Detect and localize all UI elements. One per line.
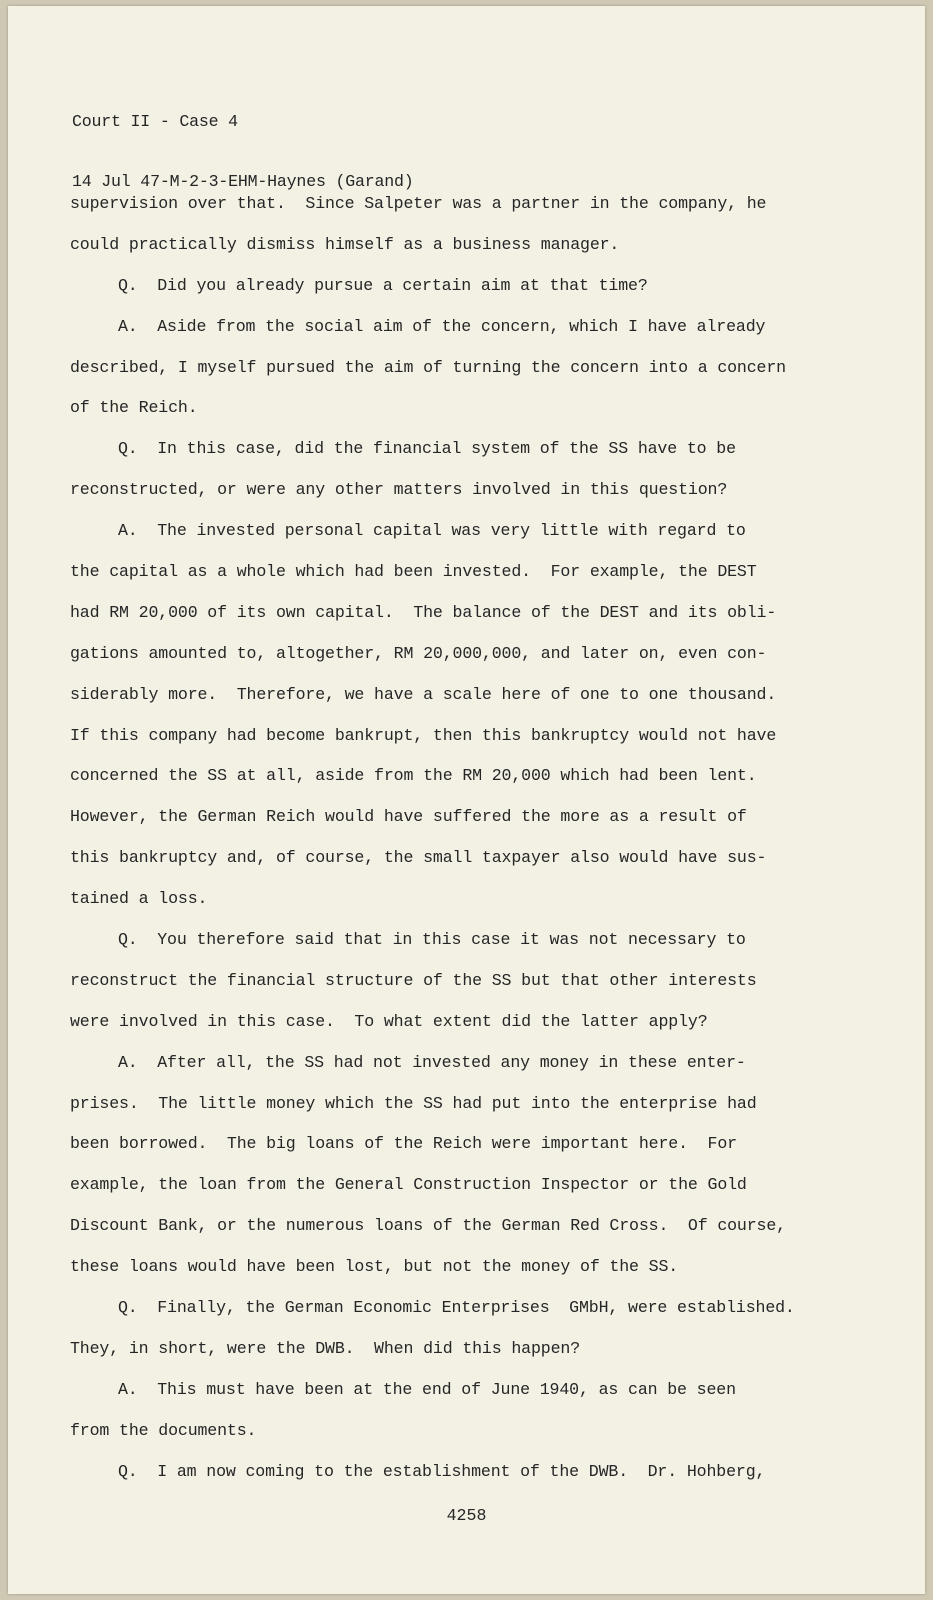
- page-number: 4258: [446, 1506, 487, 1525]
- answer-line: A. Aside from the social aim of the concern, which I have already: [118, 316, 766, 336]
- text-line: example, the loan from the General Construction Inspector or the Gold: [70, 1175, 747, 1195]
- text-line: gations amounted to, altogether, RM 20,000,000, and later on, even con-: [70, 643, 767, 663]
- text-line: prises. The little money which the SS had put into the enterprise had: [70, 1093, 757, 1113]
- text-line: concerned the SS at all, aside from the RM 20,000 which had been lent.: [70, 766, 757, 786]
- question-line: Q. In this case, did the financial system of the SS have to be: [118, 439, 736, 459]
- text-line: They, in short, were the DWB. When did this happen?: [70, 1338, 581, 1358]
- text-line: of the Reich.: [70, 398, 198, 418]
- answer-line: A. This must have been at the end of June 1940, as can be seen: [118, 1379, 736, 1399]
- text-line: described, I myself pursued the aim of turning the concern into a concern: [70, 357, 786, 377]
- text-line: these loans would have been lost, but not the money of the SS.: [70, 1257, 679, 1277]
- text-line: tained a loss.: [70, 889, 208, 909]
- text-line: from the documents.: [70, 1420, 257, 1440]
- text-line: Discount Bank, or the numerous loans of the German Red Cross. Of course,: [70, 1216, 786, 1236]
- text-line: However, the German Reich would have suffered the more as a result of: [70, 807, 747, 827]
- text-line: If this company had become bankrupt, then this bankruptcy would not have: [70, 725, 777, 745]
- question-line: Q. Finally, the German Economic Enterprises GMbH, were established.: [118, 1298, 795, 1318]
- question-line: Q. Did you already pursue a certain aim at that time?: [118, 275, 648, 295]
- header-court-line: Court II - Case 4: [72, 112, 238, 131]
- text-line: could practically dismiss himself as a business manager.: [70, 234, 620, 254]
- header-session-line: 14 Jul 47-M-2-3-EHM-Haynes (Garand): [72, 172, 414, 191]
- document-page: [8, 6, 925, 1594]
- text-line: been borrowed. The big loans of the Reich were important here. For: [70, 1134, 737, 1154]
- question-line: Q. I am now coming to the establishment of the DWB. Dr. Hohberg,: [118, 1461, 766, 1481]
- transcript-body: [70, 184, 870, 1493]
- text-line: reconstruct the financial structure of the SS but that other interests: [70, 970, 757, 990]
- text-line: reconstructed, or were any other matters involved in this question?: [70, 480, 728, 500]
- text-line: the capital as a whole which had been invested. For example, the DEST: [70, 562, 757, 582]
- text-line: were involved in this case. To what extent did the latter apply?: [70, 1011, 708, 1031]
- answer-line: A. The invested personal capital was very little with regard to: [118, 521, 746, 541]
- text-line: had RM 20,000 of its own capital. The balance of the DEST and its obli-: [70, 602, 777, 622]
- answer-line: A. After all, the SS had not invested any money in these enter-: [118, 1052, 746, 1072]
- question-line: Q. You therefore said that in this case it was not necessary to: [118, 930, 746, 950]
- text-line: this bankruptcy and, of course, the small taxpayer also would have sus-: [70, 848, 767, 868]
- text-line: siderably more. Therefore, we have a scale here of one to one thousand.: [70, 684, 777, 704]
- text-line: supervision over that. Since Salpeter was a partner in the company, he: [70, 194, 767, 213]
